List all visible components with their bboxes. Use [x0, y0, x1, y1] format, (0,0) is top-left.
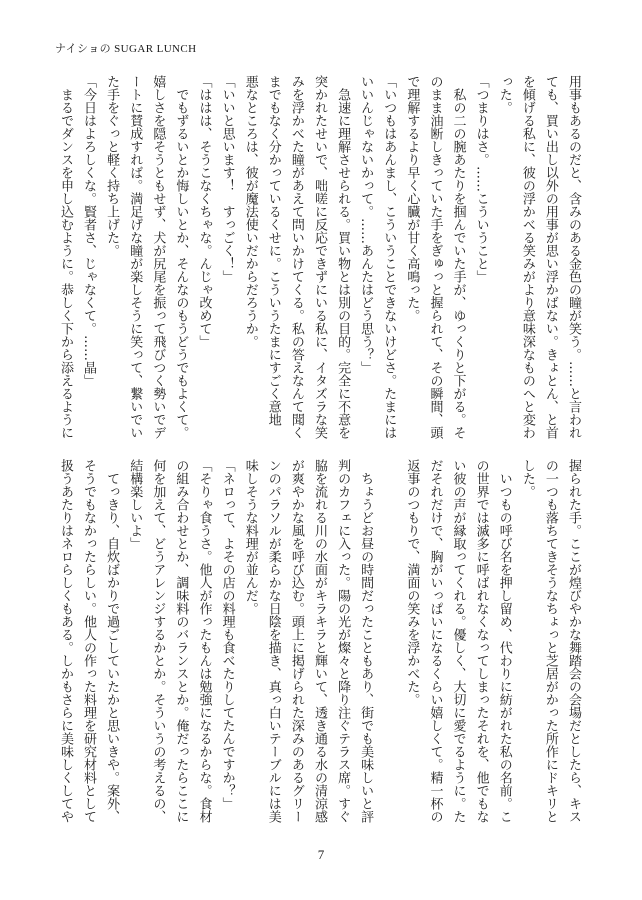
text-column: 「ネロって、よその店の料理も食べたりしてたんですか？」 — [219, 459, 235, 810]
text-column: で理解するより早く心臓が甘く高鳴った。 — [404, 75, 420, 322]
text-column: いいんじゃないかって。……あんたはどう思う？」 — [358, 75, 374, 374]
text-column: の世界では滅多に呼ばれなくなってしまったそれを、他でもな — [473, 459, 489, 823]
lower-text-block — [53, 459, 585, 827]
text-column: のまま油断しきっていた手をぎゅっと握られて、その瞬間、頭 — [427, 75, 443, 439]
text-column: でもずるいとか悔しいとか、そんなのもうどうでもよくて。 — [173, 75, 189, 439]
text-column: 「そりゃ食うさ。他人が作ったもんは勉強になるからな。食材 — [196, 459, 212, 823]
text-column: 急速に理解させられる。買い物とは別の目的。完全に不意を — [335, 75, 351, 439]
text-column: 味しそうな料理が並んだ。 — [242, 459, 258, 615]
text-column: た手をぐっと軽く持ち上げた。 — [104, 75, 120, 257]
text-column: までもなく分かっているくせに。こういうたまにすごく意地 — [265, 75, 281, 426]
text-column: 用事もあるのだと、含みのある金色の瞳が笑う。……と言われ — [566, 75, 581, 439]
text-column: 「今日はよろしくな。賢者さ、じゃなくて。……晶」 — [81, 75, 97, 387]
text-column: 何を加えて、どうアレンジするかとか。そういうの考えるの、 — [150, 459, 166, 823]
text-column: てっきり、自炊ばかりで過ごしていたかと思いきや。案外、 — [104, 459, 120, 823]
running-header: ナイショの SUGAR LUNCH — [55, 43, 197, 55]
text-column: ても、買い出し以外の用事が思い浮かばない。きょとん、と首 — [542, 75, 558, 439]
column-gap — [377, 459, 400, 827]
text-column: した。 — [519, 459, 535, 498]
text-column: みを浮かべた瞳があえて問いかけてくる。私の答えなんて聞く — [288, 75, 304, 439]
text-column: 「つまりはさ。……こういうこと」 — [473, 75, 489, 283]
text-column: だそれだけで、胸がいっぱいになるくらい嬉しくて。精一杯の — [427, 459, 443, 823]
text-column: の組み合わせとか、調味料のバランスとか。俺だったらここに — [173, 459, 189, 823]
text-column: ちょうどお昼の時間だったこともあり、街でも美味しいと評 — [358, 459, 374, 823]
text-column: が爽やかな風を呼び込む。頭上に掲げられた深みのあるグリー — [288, 459, 304, 823]
text-column: の一つも落ちてきそうなちょっと芝居がかった所作にドキリと — [542, 459, 558, 823]
text-column: 嬉しさを隠そうともせず、犬が尻尾を振って飛びつく勢いでデ — [150, 75, 166, 439]
page-number: 7 — [317, 847, 325, 862]
text-column: 返事のつもりで、満面の笑みを浮かべた。 — [404, 459, 420, 706]
text-column: を傾げる私に、彼の浮かべる笑みがより意味深なものへと変わ — [519, 75, 535, 439]
text-column: 「いいと思います！ すっごく！」 — [219, 75, 235, 283]
text-column: いつもの呼び名を押し留め、代わりに紡がれた私の名前。こ — [496, 459, 512, 823]
text-column: ンのパラソルが柔らかな日陰を描き、真っ白いテーブルには美 — [265, 459, 281, 823]
text-column: 「いつもはあんまし、こういうことできないけどさ。たまには — [381, 75, 397, 439]
text-column: 悪なところは、彼が魔法使いだからだろうか。 — [242, 75, 258, 348]
text-column: 「ははは、そうこなくちゃな。んじゃ改めて」 — [196, 75, 212, 348]
text-column: 脇を流れる川の水面がキラキラと輝いて、透き通る水の清涼感 — [311, 459, 327, 823]
text-column: 判のカフェに入った。陽の光が燦々と降り注ぐテラス席。すぐ — [335, 459, 351, 823]
text-column: 私の二の腕あたりを掴んでいた手が、ゆっくりと下がる。そ — [450, 75, 466, 439]
text-column: った。 — [496, 75, 512, 114]
upper-text-block — [53, 75, 585, 443]
text-column: ートに賛成すれば。満足げな瞳が楽しそうに笑って、繋いでい — [127, 75, 143, 439]
text-column: まるでダンスを申し込むように。恭しく下から添えるように — [57, 75, 73, 439]
text-column: 結構楽しいよ」 — [127, 459, 143, 550]
text-column: そうでもなかったらしい。他人の作った料理を研究材料として — [81, 459, 97, 823]
text-column: 突かれたせいで、咄嗟に反応できずにいる私に、イタズラな笑 — [311, 75, 327, 439]
text-column: 握られた手。ここが煌びやかな舞踏会の会場だとしたら、キス — [566, 459, 581, 823]
text-column: 扱うあたりはネロらしくもある。しかもさらに美味しくしてや — [57, 459, 73, 823]
text-column: い彼の声が縁取ってくれる。優しく、大切に愛でるように。た — [450, 459, 466, 823]
